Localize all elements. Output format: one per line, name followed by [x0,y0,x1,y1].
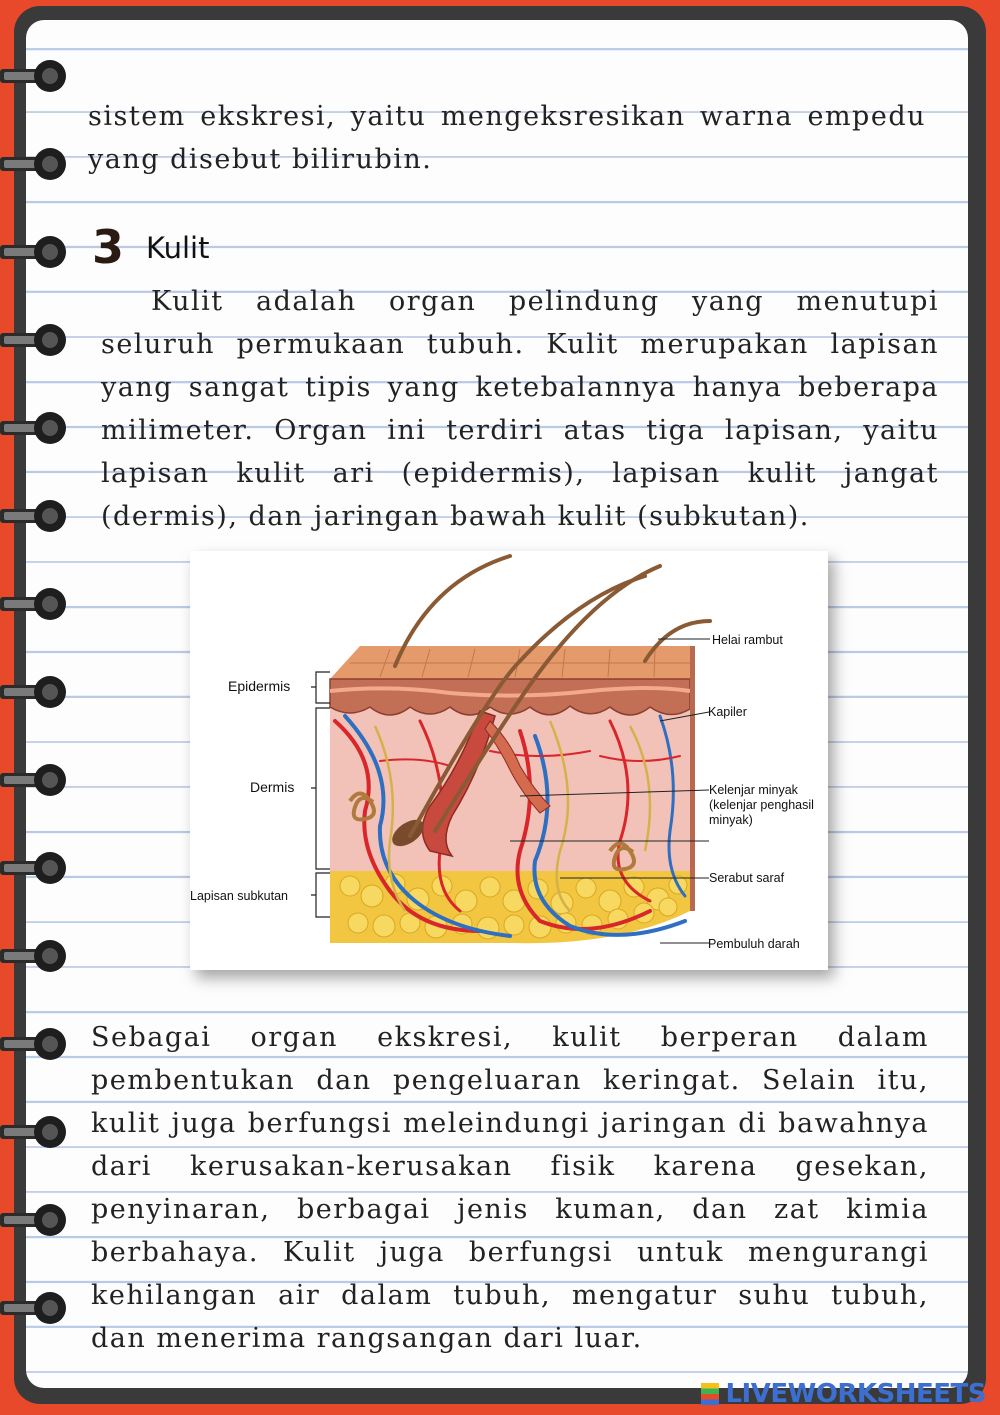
binding-ring [0,1114,70,1150]
binding-ring [0,586,70,622]
label-kelenjar-minyak: Kelenjar minyak (kelenjar penghasil minyak) [709,783,814,827]
label-helai-rambut: Helai rambut [712,633,783,647]
binding-ring [0,938,70,974]
binding-ring [0,58,70,94]
liveworksheets-logo[interactable]: LIVEWORKSHEETS [701,1379,986,1409]
intro-text: sistem ekskresi, yaitu mengeksresikan warna empedu yang disebut bilirubin. [88,101,926,175]
liveworksheets-icon [701,1383,719,1405]
binding-ring [0,1290,70,1326]
binding-ring [0,1202,70,1238]
binding-ring [0,322,70,358]
label-subkutan: Lapisan subkutan [190,889,288,903]
binding-ring [0,762,70,798]
paragraph-kulit-function: Sebagai organ ekskresi, kulit berperan dalam pembentukan dan pengeluaran keringat. Selain itu, kulit juga berfungsi meleindungi jaringan di bawahnya dari kerusakan-kerusakan fisik karena gesekan, penyinaran, berbagai jenis kuman, dan zat kimia berbahaya. Kulit juga berfungsi untuk mengurangi kehilangan air dalam tubuh, mengatur suhu tubuh, dan menerima rangsangan dari luar. [91,1022,929,1354]
binding-ring [0,498,70,534]
binding-ring [0,410,70,446]
section-title: Kulit [146,231,210,265]
label-dermis: Dermis [250,779,295,795]
paragraph-kulit-definition: Kulit adalah organ pelindung yang menutupi seluruh permukaan tubuh. Kulit merupakan lapisan yang sangat tipis yang ketebalannya hanya beberapa milimeter. Organ ini terdiri atas tiga lapisan, yaitu lapisan kulit ari (epidermis), lapisan kulit jangat (dermis), dan jaringan bawah kulit (subkutan). [101,286,939,532]
label-serabut-saraf: Serabut saraf [709,871,785,885]
skin-cross-section-illustration [190,551,828,970]
label-epidermis: Epidermis [228,678,291,694]
binding-ring [0,234,70,270]
binding-ring [0,674,70,710]
section-number: 3 [92,220,125,274]
binding-ring [0,1026,70,1062]
binding-ring [0,146,70,182]
label-pembuluh-darah: Pembuluh darah [708,937,800,951]
layer-brackets [311,672,330,917]
binding-ring [0,850,70,886]
skin-diagram [190,551,828,970]
label-kapiler: Kapiler [708,705,747,719]
